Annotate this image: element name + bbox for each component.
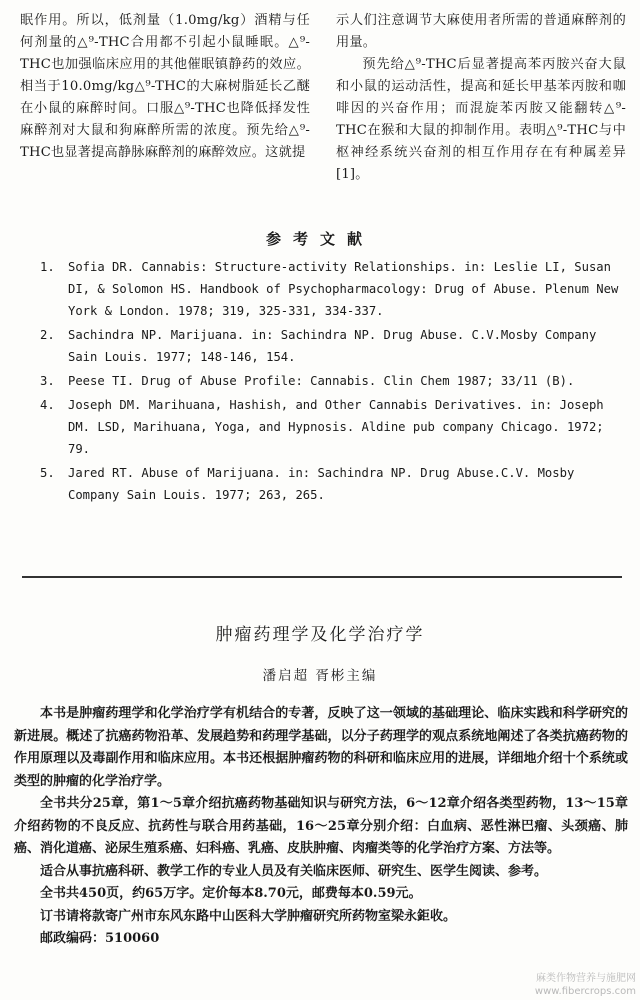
reference-item	[40, 462, 620, 506]
book-postcode-line: 邮政编码：510060	[40, 931, 160, 946]
right-text-column	[336, 10, 626, 186]
book-title: 肿瘤药理学及化学治疗学	[215, 625, 425, 645]
site-watermark	[535, 972, 636, 998]
book-price-line: 全书共450页，约65万字。定价每本8.70元，邮费每本0.59元。	[40, 886, 422, 901]
reference-number: 4.	[40, 398, 55, 412]
reference-text: Sachindra NP. Marijuana. in: Sachindra NP. Drug Abuse. C.V.Mosby Company Sain Louis. 1977; 148-146, 154.	[68, 328, 597, 364]
reference-item	[40, 324, 620, 368]
reference-item	[40, 394, 620, 460]
reference-text: Sofia DR. Cannabis: Structure-activity Relationships. in: Leslie LI, Susan DI, & Solomon HS. Handbook of Psychopharmacology: Drug of Abuse. Plenum New York & London. 1978; 319, 325-331, 334-337.	[68, 260, 619, 318]
left-text-column	[20, 10, 310, 164]
watermark-line-1: 麻类作物营养与施肥网	[536, 973, 636, 984]
book-editors: 潘启超 胥彬主编	[262, 668, 378, 684]
book-paragraph-2: 全书共分25章，第1～5章介绍抗癌药物基础知识与研究方法，6～12章介绍各类型药物，13～15章介绍药物的不良反应、抗药性与联合用药基础，16～25章分别介绍：白血病、恶性淋巴瘤、头颈癌、肺癌、消化道癌、泌尿生殖系癌、妇科癌、乳癌、皮肤肿瘤、肉瘤类等的化学治疗方案、方法等。	[14, 796, 628, 856]
reference-item	[40, 370, 620, 392]
book-order-line: 订书请将款寄广州市东风东路中山医科大学肿瘤研究所药物室梁永鉅收。	[40, 908, 457, 924]
left-column-paragraph: 眠作用。所以，低剂量（1.0mg/kg）酒精与任何剂量的△⁹-THC合用都不引起小鼠睡眠。△⁹-THC也加强临床应用的其他催眠镇静药的效应。相当于10.0mg/kg△⁹-THC的大麻树脂延长乙醚在小鼠的麻醉时间。口服△⁹-THC也降低择发性麻醉剂对大鼠和狗麻醉所需的浓度。预先给△⁹-THC也显著提高静脉麻醉剂的麻醉效应。这就提	[20, 13, 310, 160]
reference-text: Peese TI. Drug of Abuse Profile: Cannabis. Clin Chem 1987; 33/11 (B).	[68, 374, 575, 388]
right-column-paragraph-1: 示人们注意调节大麻使用者所需的普通麻醉剂的用量。	[336, 13, 626, 50]
references-heading: 参考文献	[265, 230, 374, 248]
reference-number: 2.	[40, 328, 55, 342]
watermark-line-2: www.fibercrops.com	[534, 986, 636, 997]
reference-item	[40, 256, 620, 322]
reference-number: 3.	[40, 374, 55, 388]
book-paragraph-3: 适合从事抗癌科研、教学工作的专业人员及有关临床医师、研究生、医学生阅读、参考。	[40, 863, 548, 879]
reference-text: Jared RT. Abuse of Marijuana. in: Sachindra NP. Drug Abuse.C.V. Mosby Company Sain Louis. 1977; 263, 265.	[68, 466, 575, 502]
right-column-paragraph-2: 预先给△⁹-THC后显著提高苯丙胺兴奋大鼠和小鼠的运动活性，提高和延长甲基苯丙胺和咖啡因的兴奋作用；而混旋苯丙胺又能翻转△⁹-THC在猴和大鼠的抑制作用。表明△⁹-THC与中枢神经系统兴奋剂的相互作用存在有种属差异[1]。	[336, 57, 626, 182]
reference-text: Joseph DM. Marihuana, Hashish, and Other Cannabis Derivatives. in: Joseph DM. LSD, Marihuana, Yoga, and Hypnosis. Aldine pub company Chicago. 1972; 79.	[68, 398, 604, 456]
book-description	[14, 703, 628, 951]
book-paragraph-1: 本书是肿瘤药理学和化学治疗学有机结合的专著，反映了这一领域的基础理论、临床实践和科学研究的新进展。概述了抗癌药物沿革、发展趋势和药理学基础，以分子药理学的观点系统地阐述了各类抗癌药物的作用原理以及毒副作用和临床应用。本书还根据肿瘤药物的科研和临床应用的进展，详细地介绍十个系统或类型的肿瘤的化学治疗学。	[14, 706, 628, 789]
reference-number: 1.	[40, 260, 55, 274]
section-divider	[22, 576, 622, 578]
references-list	[40, 256, 620, 508]
reference-number: 5.	[40, 466, 55, 480]
